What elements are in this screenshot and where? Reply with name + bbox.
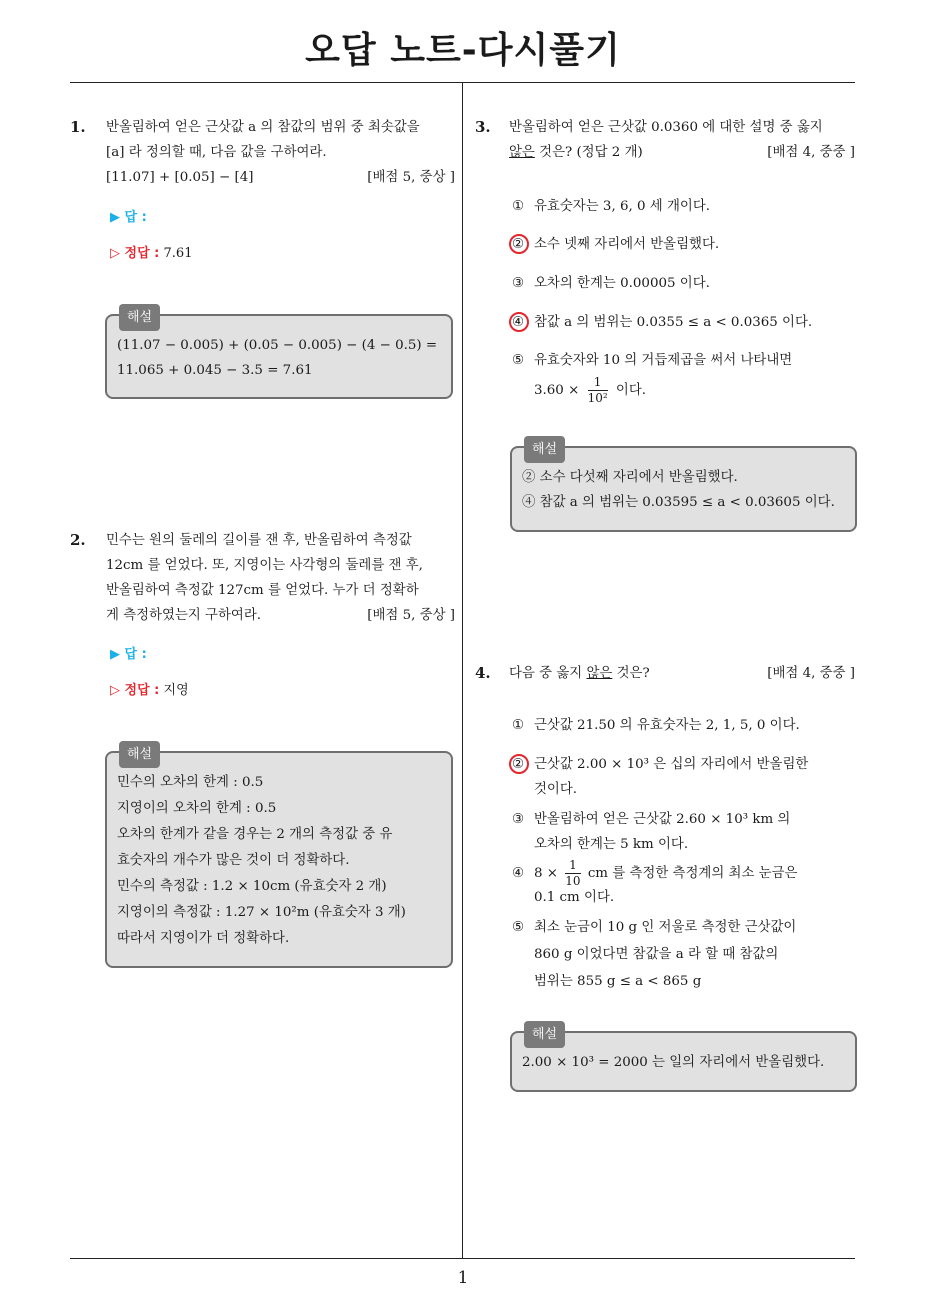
fraction-numerator: 1: [565, 858, 580, 874]
selected-mark: [509, 754, 529, 774]
correct-answer-label: ▷ 정답 :: [110, 683, 160, 698]
fraction-denominator: 10: [565, 874, 581, 888]
score-label: [배점 5, 중상 ]: [367, 170, 455, 185]
correct-answer-row: [110, 242, 192, 261]
option-number: ⑤: [512, 920, 525, 935]
expression-prefix: 8 ×: [534, 866, 558, 881]
footer-rule: [70, 1258, 855, 1259]
question-line-pre: 다음 중 옳지: [509, 666, 587, 681]
solution-line: 민수의 오차의 한계 : 0.5: [117, 775, 264, 790]
question-3: [475, 115, 855, 170]
option-2[interactable]: [512, 232, 719, 257]
option-text: 근삿값 2.00 × 10³ 은 십의 자리에서 반올림한: [534, 757, 809, 772]
option-number: ②: [512, 237, 525, 252]
question-4: [475, 661, 855, 691]
option-5[interactable]: [512, 348, 792, 373]
solution-line: 오차의 한계가 같을 경우는 2 개의 측정값 중 유: [117, 827, 393, 842]
option-3[interactable]: [512, 271, 710, 296]
option-text: 범위는 855 g ≤ a < 865 g: [534, 974, 702, 989]
solution-line: 민수의 측정값 : 1.2 × 10cm (유효숫자 2 개): [117, 879, 387, 894]
column-divider: [462, 83, 463, 1258]
expression-suffix: 이다.: [615, 383, 647, 398]
question-number: 3.: [475, 118, 491, 136]
selected-mark: [509, 312, 529, 332]
underlined-word: 않은: [586, 666, 613, 681]
option-4[interactable]: [512, 310, 812, 335]
score-label: [배점 4, 중중 ]: [767, 145, 855, 160]
solution-line: ② 소수 다섯째 자리에서 반올림했다.: [522, 470, 738, 485]
question-line: 민수는 원의 둘레의 길이를 잰 후, 반올림하여 측정값: [106, 533, 412, 548]
option-number: ②: [512, 757, 525, 772]
option-text: 오차의 한계는 0.00005 이다.: [534, 276, 710, 291]
question-line-post: 것은?: [612, 666, 650, 681]
correct-answer-row: [110, 679, 189, 698]
option-text: 유효숫자는 3, 6, 0 세 개이다.: [534, 199, 711, 214]
score-label: [배점 4, 중중 ]: [767, 666, 855, 681]
solution-line: 지영이의 측정값 : 1.27 × 10²m (유효숫자 3 개): [117, 905, 406, 920]
option-number: ④: [512, 866, 525, 881]
option-2[interactable]: [512, 752, 808, 802]
solution-tag: 해설: [524, 436, 565, 463]
option-text: 860 g 이었다면 참값을 a 라 할 때 참값의: [534, 947, 779, 962]
option-text: 반올림하여 얻은 근삿값 2.60 × 10³ km 의: [534, 812, 791, 827]
solution-line: 효숫자의 개수가 많은 것이 더 정확하다.: [117, 853, 350, 868]
answer-row[interactable]: [110, 643, 147, 662]
option-number: ④: [512, 315, 525, 330]
option-number: ③: [512, 276, 525, 291]
answer-label: ▶ 답 :: [110, 210, 147, 225]
question-2: [70, 528, 455, 628]
option-text: cm 를 측정한 측정계의 최소 눈금은: [587, 866, 798, 881]
solution-box: [510, 1027, 857, 1092]
fraction: [588, 375, 608, 406]
solution-box: [105, 747, 453, 968]
question-line: 12cm 를 얻었다. 또, 지영이는 사각형의 둘레를 잰 후,: [106, 558, 423, 573]
option-number: ①: [512, 718, 525, 733]
option-text: 0.1 cm 이다.: [534, 890, 615, 905]
score-label: [배점 5, 중상 ]: [367, 608, 455, 623]
solution-line: 지영이의 오차의 한계 : 0.5: [117, 801, 277, 816]
correct-answer-label: ▷ 정답 :: [110, 246, 160, 261]
question-line: 반올림하여 측정값 127cm 를 얻었다. 누가 더 정확하: [106, 583, 419, 598]
question-line: 반올림하여 얻은 근삿값 0.0360 에 대한 설명 중 옳지: [509, 120, 823, 135]
option-text: 소수 넷째 자리에서 반올림했다.: [534, 237, 720, 252]
solution-line: 따라서 지영이가 더 정확하다.: [117, 931, 290, 946]
option-5-expression: [534, 375, 646, 406]
option-text: 근삿값 21.50 의 유효숫자는 2, 1, 5, 0 이다.: [534, 718, 800, 733]
option-text: 최소 눈금이 10 g 인 저울로 측정한 근삿값이: [534, 920, 797, 935]
option-5[interactable]: [512, 914, 796, 995]
option-4-line-2: [534, 885, 614, 910]
question-line: [509, 661, 650, 686]
option-text: 오차의 한계는 5 km 이다.: [534, 837, 689, 852]
solution-line: ④ 참값 a 의 범위는 0.03595 ≤ a < 0.03605 이다.: [522, 495, 835, 510]
option-3[interactable]: [512, 807, 790, 857]
solution-box: [105, 310, 453, 399]
correct-answer-value: 지영: [163, 683, 189, 698]
answer-row[interactable]: [110, 206, 147, 225]
option-text: 참값 a 의 범위는 0.0355 ≤ a < 0.0365 이다.: [534, 315, 813, 330]
option-number: ⑤: [512, 353, 525, 368]
fraction-denominator: 10²: [587, 391, 608, 405]
solution-tag: 해설: [524, 1021, 565, 1048]
question-line: 반올림하여 얻은 근삿값 a 의 참값의 범위 중 최솟값을: [106, 120, 420, 135]
correct-answer-value: 7.61: [163, 246, 193, 261]
question-number: 2.: [70, 531, 86, 549]
page-title: 오답 노트-다시풀기: [305, 30, 621, 71]
selected-mark: [509, 234, 529, 254]
solution-tag: 해설: [119, 304, 160, 331]
question-line-rest: 것은? (정답 2 개): [534, 145, 643, 160]
question-number: 1.: [70, 118, 86, 136]
solution-line: 2.00 × 10³ = 2000 는 일의 자리에서 반올림했다.: [522, 1055, 825, 1070]
page-number: 1: [457, 1268, 469, 1288]
option-1[interactable]: [512, 194, 710, 219]
question-number: 4.: [475, 664, 491, 682]
option-number: ①: [512, 199, 525, 214]
question-line: [11.07] + [0.05] − [4]: [106, 170, 254, 185]
question-text: [509, 661, 650, 686]
option-number: ③: [512, 812, 525, 827]
option-1[interactable]: [512, 713, 800, 738]
solution-line: (11.07 − 0.005) + (0.05 − 0.005) − (4 − 0.5) =: [117, 338, 438, 353]
option-text: 유효숫자와 10 의 거듭제곱을 써서 나타내면: [534, 353, 793, 368]
question-line: 게 측정하였는지 구하여라.: [106, 608, 262, 623]
solution-box: [510, 442, 857, 532]
answer-label: ▶ 답 :: [110, 647, 147, 662]
solution-line: 11.065 + 0.045 − 3.5 = 7.61: [117, 363, 313, 378]
underlined-word: 않은: [509, 145, 535, 160]
question-1: [70, 115, 455, 195]
fraction-numerator: 1: [588, 375, 608, 391]
solution-tag: 해설: [119, 741, 160, 768]
question-line: [a] 라 정의할 때, 다음 값을 구하여라.: [106, 145, 327, 160]
expression-prefix: 3.60 ×: [534, 383, 580, 398]
option-text: 것이다.: [534, 782, 578, 797]
